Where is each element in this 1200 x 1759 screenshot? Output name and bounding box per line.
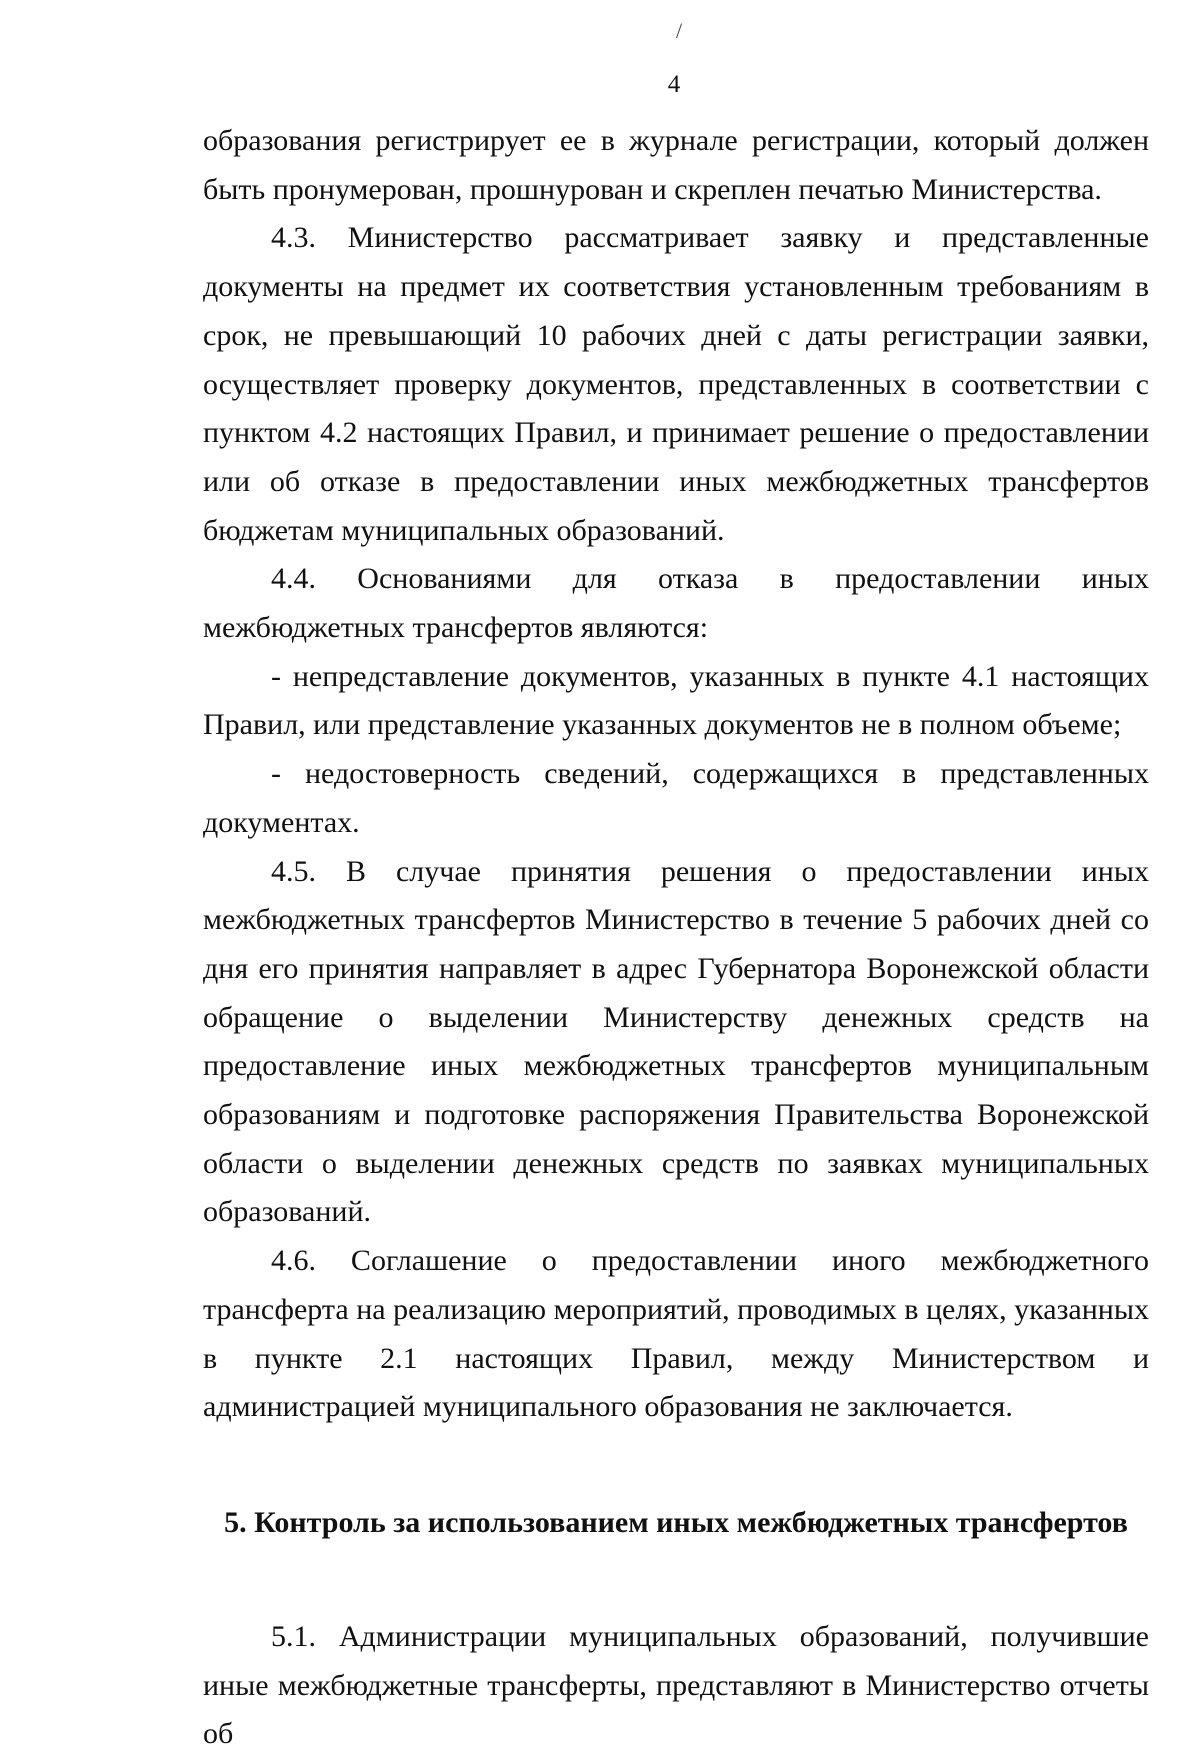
list-item-1: - непредставление документов, указанных в пункте 4.1 настоящих Правил, или представление указанных документов не в полном объеме; — [203, 659, 1149, 742]
paragraph-5-1: 5.1. Администрации муниципальных образований, получившие иные межбюджетные трансферты, представляют в Министерство отчеты об — [203, 1619, 1149, 1751]
list-item-2: - недостоверность сведений, содержащихся в представленных документах. — [203, 757, 1149, 839]
paragraph-4-5: 4.5. В случае принятия решения о предоставлении иных межбюджетных трансфертов Министерство в течение 5 рабочих дней со дня его принятия направляет в адрес Губернатора Воронежской области обращение о выделении Министерству денежных средств на предоставление иных межбюджетных трансфертов муниципальным образованиям и подготовке распоряжения Правительства Воронежской области о выделении денежных средств по заявках муниципальных образований. — [203, 854, 1149, 1229]
paragraph-4-3: 4.3. Министерство рассматривает заявку и представленные документы на предмет их соответствия установленным требованиям в срок, не превышающий 10 рабочих дней с даты регистрации заявки, осуществляет проверку документов, представленных в соответствии с пунктом 4.2 настоящих Правил, и принимает решение о предоставлении или об отказе в предоставлении иных межбюджетных трансфертов бюджетам муниципальных образований. — [203, 221, 1149, 547]
page-number: 4 — [667, 71, 681, 98]
paragraph-4-6: 4.6. Соглашение о предоставлении иного межбюджетного трансферта на реализацию мероприятий, проводимых в целях, указанных в пункте 2.1 настоящих Правил, между Министерством и администрацией муниципального образования не заключается. — [203, 1244, 1149, 1424]
document-body — [203, 117, 1149, 1759]
paragraph-4-4: 4.4. Основаниями для отказа в предоставлении иных межбюджетных трансфертов являются: — [203, 562, 1149, 645]
scan-mark: / — [676, 18, 683, 43]
paragraph-continuation: образования регистрирует ее в журнале регистрации, который должен быть пронумерован, прошнурован и скреплен печатью Министерства. — [203, 124, 1149, 206]
section-heading: 5. Контроль за использованием иных межбюджетных трансфертов — [224, 1505, 1128, 1539]
